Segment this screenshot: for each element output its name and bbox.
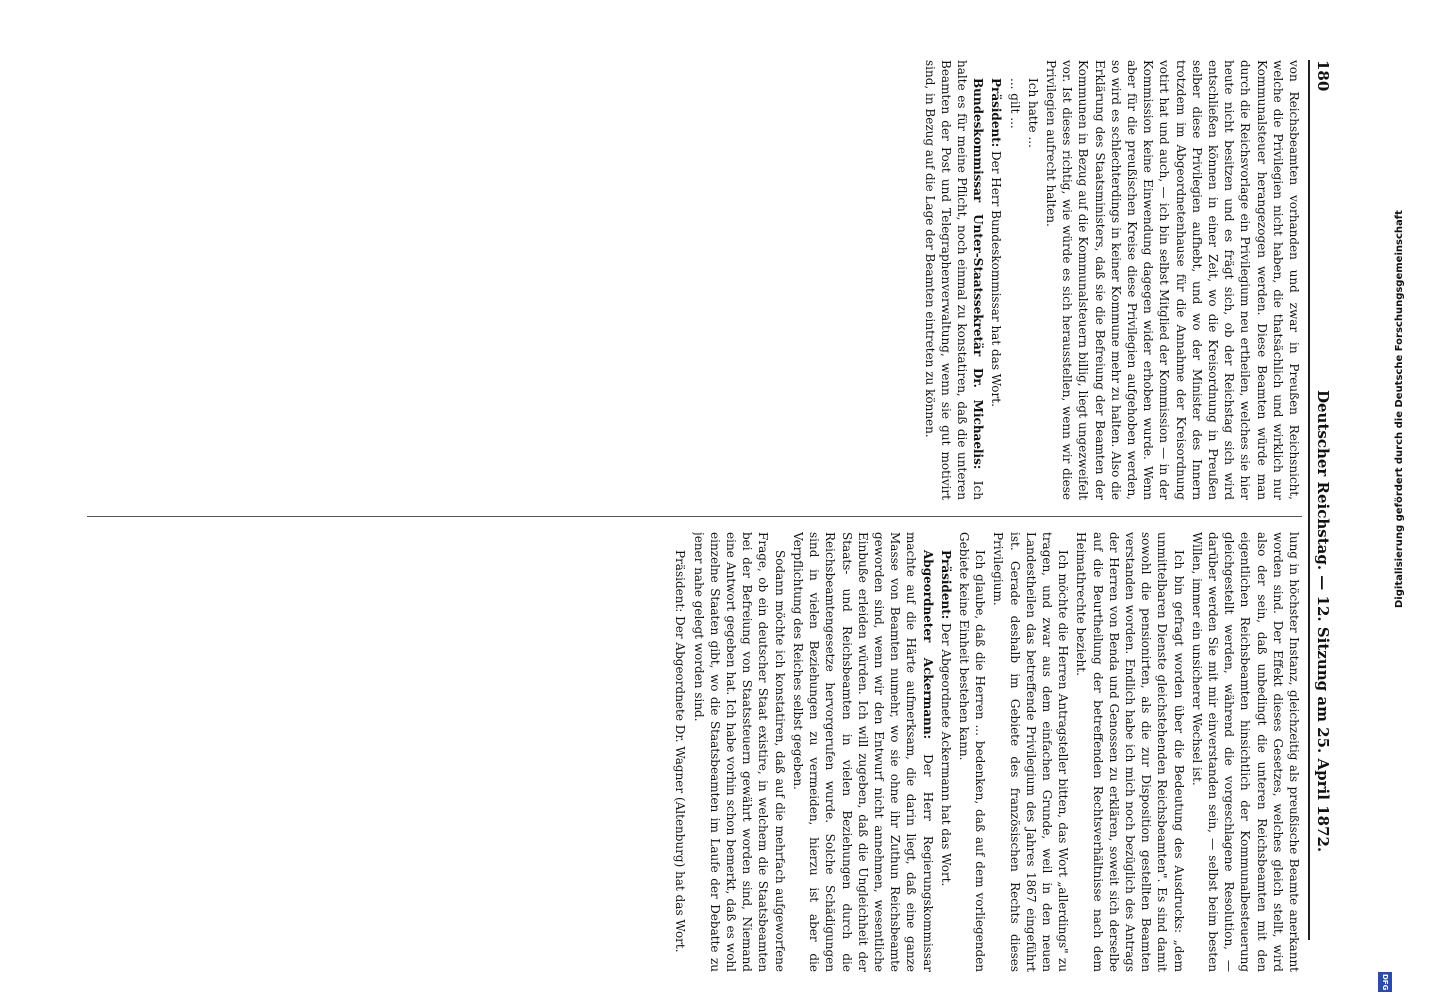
paragraph: von Reichsbeamten vorhanden und zwar in Preußen Reichsnicht, welche die Privilegien nicht haben, die thatsächlich und wirklich nur Kommunalsteuer herangezogen werden. Diese Beamten würde man durch die Reichsvorlage ein Privilegium neu ertheilen, welches sie hier heute nicht besitzen und es frägt sich, ob der Reichstag sich wird entschließen können in einer Zeit, wo die Kreisordnung in Preußen selber diese Privilegien aufhebt, und wo der Minister des Innern trotzdem im Abgeordnetenhause für die Annahme der Kreisordnung votirt hat und auch, — ich bin selbst Mitglied der Kommission — in der Kommission keine Einwendung dagegen wider erhoben wurde. Wenn aber für die preußischen Kreise diese Privilegien aufgehoben werden, so wird es schlechterdings in keiner Kommune mehr zu halten. Also die Erklärung des Staatsministers, daß sie die Befreiung der Beamten der Kommunen in Bezug auf die Kommunalsteuern billig, liegt ungezweifelt vor. Ist dieses richtig, wie würde es sich herausstellen, wenn wir diese Privilegien aufrecht halten. [1043, 60, 1301, 500]
header-rule [1308, 60, 1310, 940]
paragraph: Ich glaube, daß die Herren ... bedenken, daß auf dem vorliegenden Gebiete keine Einheit bestehen kann. [956, 532, 988, 972]
speaker-label: Abgeordneter Ackermann: [920, 550, 935, 740]
paragraph: Ich möchte die Herren Antragsteller bitten, das Wort „allerdings" zu tragen, und zwar aus dem einfachen Grunde, weil in den neuen Landestheilen das betreffende Privilegium des Jahres 1867 eingeführt ist. Gerade deshalb im Gebiete des französischen Rechts dieses Privilegium. [991, 532, 1071, 972]
paragraph: Präsident: Der Abgeordnete Dr. Wagner (Altenburg) hat das Wort. [673, 550, 688, 953]
remark-text: Der Abgeordnete Ackermann hat das Wort. [938, 623, 953, 887]
speaker-label: Präsident: [938, 550, 953, 620]
speech-text: Der Herr Regierungskommissar machte auf die Härte aufmerksam, die darin liegt, daß eine ganze Masse von Beamten numehr, wo sie ohne ihr Zuthun Reichsbeamte geworden sind, wenn wir den Entwurf nicht annehmen, wesentliche Einbuße erleiden würden. Ich will zugeben, daß die Ungleichheit der Staats- und Reichsbeamten in vielen Beziehungen durch die Reichsbeamtengesetze hervorgerufen wurde. Solche Schädigungen sind in vielen Beziehungen zu vermeiden, hierzu ist aber die Verpflichtung des Reiches selbst gegeben. [790, 532, 935, 972]
paragraph: Sodann möchte ich konstatiren, daß auf die mehrfach aufgeworfene Frage, ob ein deutscher Staat existire, in welchem die Staatsbeamten bei der Befreiung von Staatssteuern gewährt worden sind, Niemand eine Antwort gegeben hat. Ich habe vorhin schon bemerkt, daß es wohl einzelne Staaten gibt, wo die Staatsbeamten im Laufe der Debatte zu jener nahe gelegt worden sind. [691, 532, 787, 972]
page-header [1310, 60, 1332, 940]
paragraph: Ich bin gefragt worden über die Bedeutung des Ausdrucks: „dem unmittelbaren Dienste gleichstehenden Reichsbeamten". Es sind damit sowohl die pensionirten, als die zur Disposition gestellten Beamten verstanden worden. Endlich habe ich mich noch bezüglich des Antrags der Herren von Benda und Genossen zu erklären, soweit sich derselbe auf die Beurtheilung der betreffenden Rechtsverhältnisse nach dem Heimathrechte bezieht. [1074, 532, 1186, 972]
column-left [102, 60, 1302, 500]
speech [921, 60, 986, 500]
speech-text: Ich halte es für meine Pflicht, noch einmal zu konstatiren, daß die unteren Beamten der Post und Telegraphenverwaltung, wenn sie gut motivirt sind, in Bezug auf die Lage der Beamten eintreten zu können. [922, 60, 986, 500]
paragraph: ... gilt ... [1007, 78, 1022, 129]
president-remark [988, 60, 1004, 500]
page-number: 180 [1314, 60, 1332, 92]
credit-text: Digitalisierung gefördert durch die Deutsche Forschungsgemeinschaft [1394, 210, 1405, 608]
speech [790, 532, 936, 972]
column-right [82, 532, 1302, 972]
dfg-logo: DFG [1378, 972, 1392, 992]
speaker-label: Präsident: [989, 78, 1004, 148]
paragraph: lung in höchster Instanz, gleichzeitig als preußische Beamte anerkannt worden sind. Der Effekt dieses Gesetzes, welches gleich stellt, wird also der sein, daß unbedingt die unteren Reichsbeamten mit den eigentlichen Reichsbeamten hinsichtlich der Kommunalbesteuerung gleichgestellt werden, während die vorgeschlagene Resolution, — darüber werden Sie mit mir einverstanden sein, — selbst beim besten Willen, immer ein unsicherer Wechsel ist. [1189, 532, 1301, 972]
column-divider [87, 516, 1302, 517]
paragraph: Ich hatte ... [1025, 78, 1040, 148]
running-title: Deutscher Reichstag. — 12. Sitzung am 25. April 1872. [1314, 390, 1332, 853]
digitization-credit [1372, 0, 1432, 1000]
speaker-label: Bundeskommissar Unter-Staatssekretär Dr. Michaelis: [971, 78, 986, 470]
remark-text: Der Herr Bundeskommissar hat das Wort. [989, 151, 1004, 407]
president-remark [938, 532, 954, 972]
